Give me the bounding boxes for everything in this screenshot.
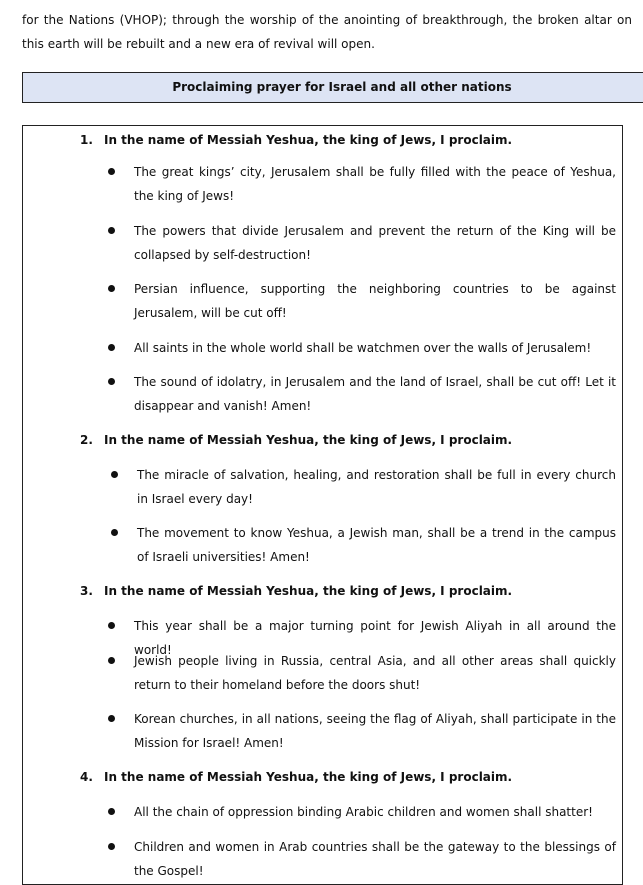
section-heading-text: In the name of Messiah Yeshua, the king of Jews, I proclaim. bbox=[104, 584, 513, 598]
bullet-icon bbox=[108, 168, 115, 175]
bullet-icon bbox=[108, 808, 115, 815]
list-item: The great kings’ city, Jerusalem shall be fully filled with the peace of Yeshua, the king of Jews! bbox=[134, 165, 616, 203]
list-item: All saints in the whole world shall be watchmen over the walls of Jerusalem! bbox=[134, 341, 592, 355]
section-number: 1. bbox=[80, 133, 93, 147]
section-heading bbox=[80, 430, 512, 450]
list-item: The miracle of salvation, healing, and restoration shall be full in every church in Israel every day! bbox=[137, 468, 616, 506]
bullet-icon bbox=[108, 344, 115, 351]
section-heading bbox=[80, 581, 512, 601]
list-item: Jewish people living in Russia, central Asia, and all other areas shall quickly return to their homeland before the doors shut! bbox=[134, 654, 616, 692]
bullet-icon bbox=[108, 378, 115, 385]
bullet-icon bbox=[108, 657, 115, 664]
bullet-icon bbox=[108, 715, 115, 722]
section-number: 2. bbox=[80, 433, 93, 447]
bullet-icon bbox=[111, 471, 118, 478]
section-heading-text: In the name of Messiah Yeshua, the king of Jews, I proclaim. bbox=[104, 433, 513, 447]
list-item: All the chain of oppression binding Arabic children and women shall shatter! bbox=[134, 805, 593, 819]
bullet-icon bbox=[111, 529, 118, 536]
list-item: Korean churches, in all nations, seeing the flag of Aliyah, shall participate in the Mission for Israel! Amen! bbox=[134, 712, 616, 750]
section-heading-text: In the name of Messiah Yeshua, the king of Jews, I proclaim. bbox=[104, 770, 513, 784]
section-number: 4. bbox=[80, 770, 93, 784]
list-item: The sound of idolatry, in Jerusalem and the land of Israel, shall be cut off! Let it disappear and vanish! Amen! bbox=[134, 375, 616, 413]
section-number: 3. bbox=[80, 584, 93, 598]
bullet-icon bbox=[108, 227, 115, 234]
section-banner: Proclaiming prayer for Israel and all other nations bbox=[22, 72, 643, 103]
bullet-icon bbox=[108, 285, 115, 292]
list-item: The powers that divide Jerusalem and prevent the return of the King will be collapsed by self-destruction! bbox=[134, 224, 616, 262]
section-heading bbox=[80, 767, 512, 787]
bullet-icon bbox=[108, 843, 115, 850]
intro-paragraph: for the Nations (VHOP); through the worship of the anointing of breakthrough, the broken altar on this earth will be rebuilt and a new era of revival will open. bbox=[22, 13, 632, 51]
bullet-icon bbox=[108, 622, 115, 629]
list-item: The movement to know Yeshua, a Jewish man, shall be a trend in the campus of Israeli universities! Amen! bbox=[137, 526, 616, 564]
section-heading bbox=[80, 130, 512, 150]
list-item: Persian influence, supporting the neighboring countries to be against Jerusalem, will be cut off! bbox=[134, 282, 616, 320]
list-item: This year shall be a major turning point for Jewish Aliyah in all around the world! bbox=[134, 619, 616, 657]
section-heading-text: In the name of Messiah Yeshua, the king of Jews, I proclaim. bbox=[104, 133, 513, 147]
list-item: Children and women in Arab countries shall be the gateway to the blessings of the Gospel! bbox=[134, 840, 616, 878]
